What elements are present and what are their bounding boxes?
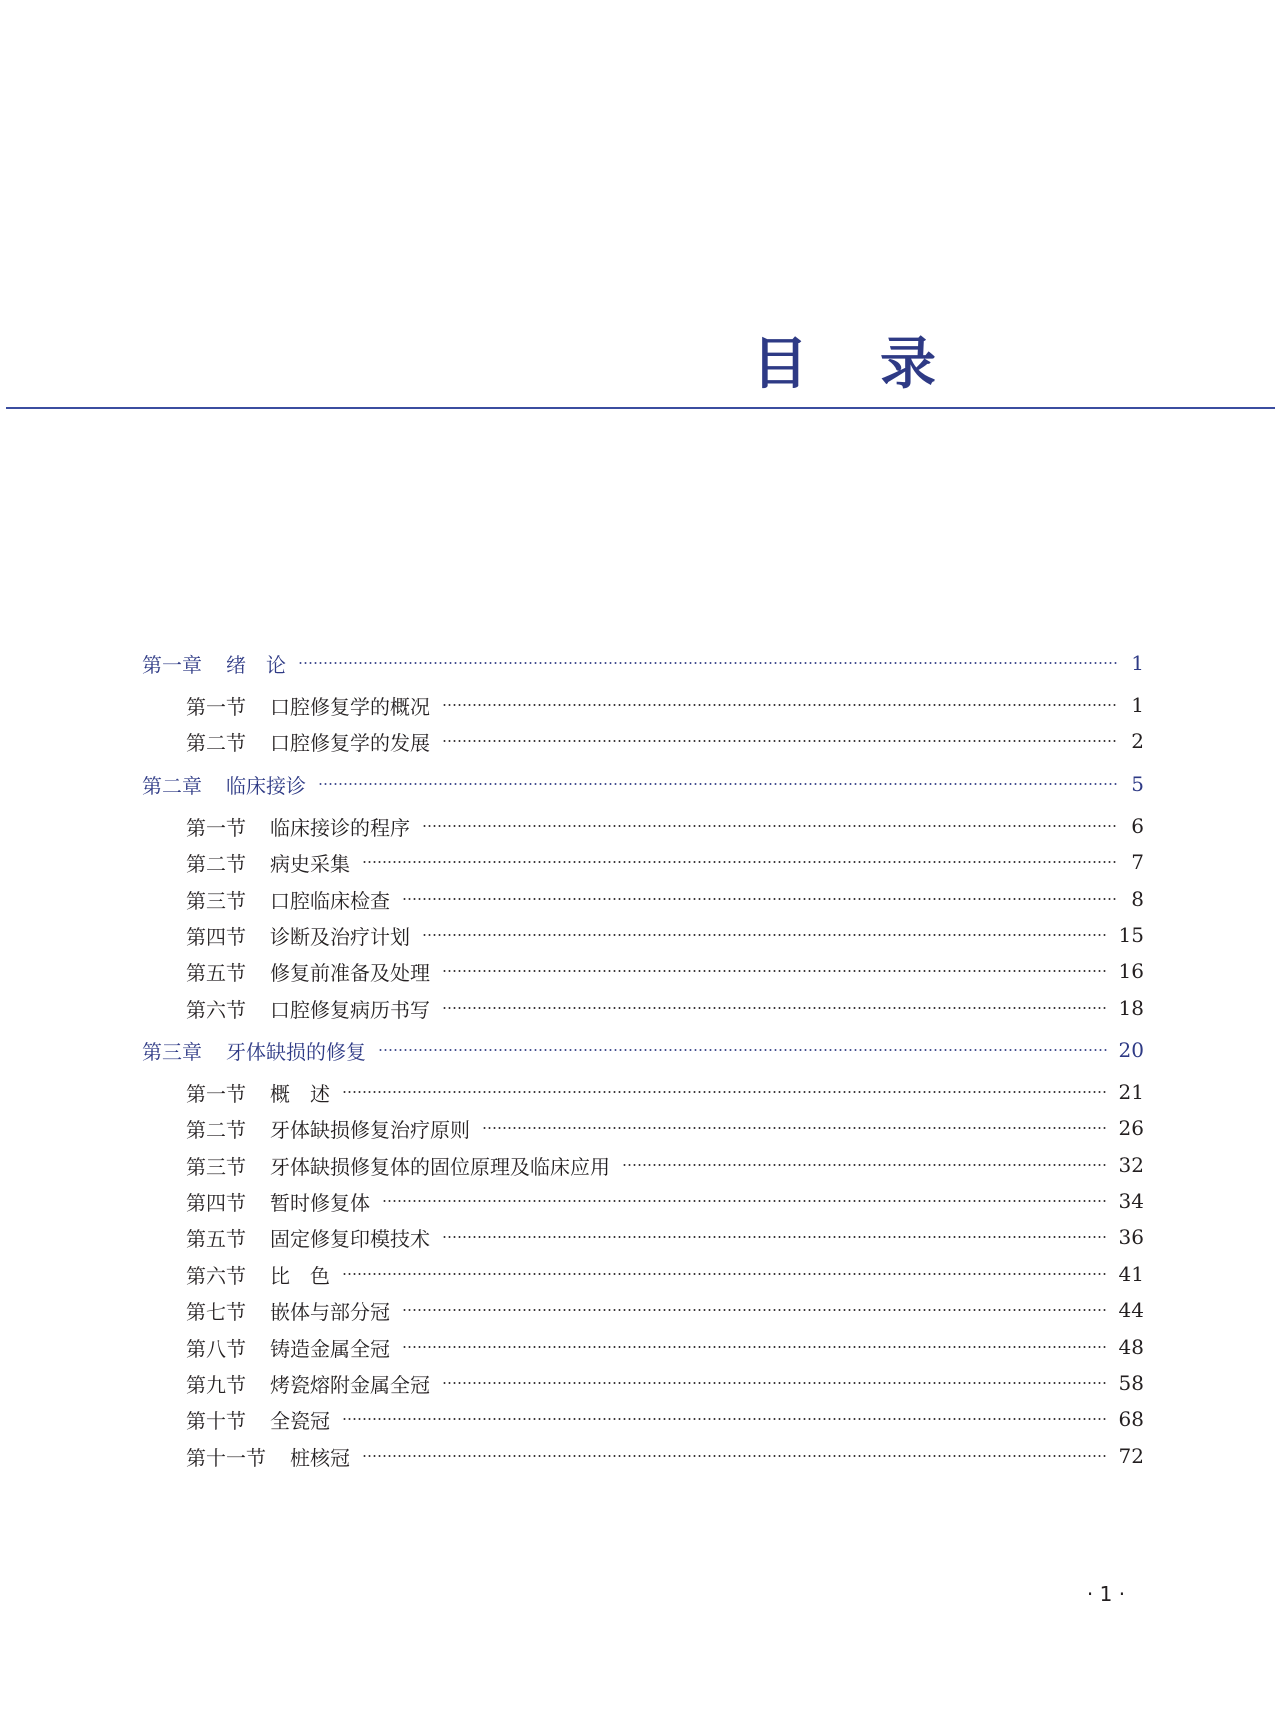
dot-leader xyxy=(378,1049,1107,1051)
toc-entry-number: 第一节 xyxy=(186,694,246,719)
toc-entry-number: 第八节 xyxy=(186,1336,246,1361)
toc-entry-page: 15 xyxy=(1118,923,1144,947)
toc-entry-number: 第三章 xyxy=(142,1039,202,1064)
toc-entry-title: 铸造金属全冠 xyxy=(270,1336,390,1361)
toc-chapter-row[interactable] xyxy=(142,770,1144,798)
toc-entry-number: 第五节 xyxy=(186,960,246,985)
toc-section-row[interactable] xyxy=(186,1223,1144,1251)
toc-section-row[interactable] xyxy=(186,1078,1144,1106)
toc-entry-page: 44 xyxy=(1118,1298,1144,1322)
toc-entry-page: 48 xyxy=(1118,1335,1144,1359)
toc-entry-title: 牙体缺损修复体的固位原理及临床应用 xyxy=(270,1154,610,1179)
toc-section-row[interactable] xyxy=(186,1260,1144,1288)
toc-entry-page: 8 xyxy=(1131,887,1144,911)
toc-entry-title: 病史采集 xyxy=(270,851,350,876)
dot-leader xyxy=(402,1346,1107,1348)
toc-entry-title: 口腔修复病历书写 xyxy=(270,997,430,1022)
toc-entry-title: 暂时修复体 xyxy=(270,1190,370,1215)
toc-entry-number: 第二节 xyxy=(186,1117,246,1142)
toc-entry-title: 比 色 xyxy=(270,1263,330,1288)
toc-section-row[interactable] xyxy=(186,848,1144,876)
toc-entry-title: 全瓷冠 xyxy=(270,1408,330,1433)
toc-entry-title: 固定修复印模技术 xyxy=(270,1226,430,1251)
toc-entry-title: 诊断及治疗计划 xyxy=(270,924,410,949)
toc-entry-page: 2 xyxy=(1131,729,1144,753)
dot-leader xyxy=(442,970,1107,972)
toc-title-char-2: 录 xyxy=(880,332,936,397)
dot-leader xyxy=(442,740,1118,742)
toc-entry-number: 第十节 xyxy=(186,1408,246,1433)
dot-leader xyxy=(342,1091,1107,1093)
toc-entry-title: 临床接诊 xyxy=(226,773,306,798)
toc-entry-title: 牙体缺损的修复 xyxy=(226,1039,366,1064)
toc-title-char-1: 目 xyxy=(752,332,808,397)
toc-entry-page: 1 xyxy=(1131,693,1144,717)
dot-leader xyxy=(442,1007,1107,1009)
toc-entry-number: 第一节 xyxy=(186,1081,246,1106)
toc-section-row[interactable] xyxy=(186,691,1144,719)
toc-section-row[interactable] xyxy=(186,1114,1144,1142)
toc-entry-page: 58 xyxy=(1118,1371,1144,1395)
toc-entry-number: 第九节 xyxy=(186,1372,246,1397)
toc-section-row[interactable] xyxy=(186,921,1144,949)
toc-section-row[interactable] xyxy=(186,957,1144,985)
toc-entry-page: 32 xyxy=(1118,1153,1144,1177)
toc-chapter-row[interactable] xyxy=(142,1036,1144,1064)
toc-entry-number: 第一章 xyxy=(142,652,202,677)
toc-entry-title: 口腔修复学的发展 xyxy=(270,730,430,755)
toc-section-row[interactable] xyxy=(186,994,1144,1022)
toc-entry-title: 烤瓷熔附金属全冠 xyxy=(270,1372,430,1397)
dot-leader xyxy=(362,861,1118,863)
toc-entry-title: 口腔临床检查 xyxy=(270,888,390,913)
dot-leader xyxy=(318,783,1118,785)
toc-entry-page: 16 xyxy=(1118,959,1144,983)
toc-section-row[interactable] xyxy=(186,727,1144,755)
dot-leader xyxy=(342,1418,1107,1420)
toc-entry-title: 嵌体与部分冠 xyxy=(270,1299,390,1324)
toc-entry-number: 第五节 xyxy=(186,1226,246,1251)
toc-entry-page: 36 xyxy=(1118,1225,1144,1249)
toc-entry-title: 概 述 xyxy=(270,1081,330,1106)
toc-section-row[interactable] xyxy=(186,1151,1144,1179)
toc-entry-number: 第三节 xyxy=(186,888,246,913)
toc-entry-title: 牙体缺损修复治疗原则 xyxy=(270,1117,470,1142)
dot-leader xyxy=(442,1382,1107,1384)
toc-entry-page: 34 xyxy=(1118,1189,1144,1213)
dot-leader xyxy=(442,1236,1107,1238)
toc-entry-title: 口腔修复学的概况 xyxy=(270,694,430,719)
toc-entry-number: 第二节 xyxy=(186,730,246,755)
toc-section-row[interactable] xyxy=(186,1296,1144,1324)
dot-leader xyxy=(402,898,1118,900)
toc-entry-number: 第六节 xyxy=(186,1263,246,1288)
toc-entry-number: 第二节 xyxy=(186,851,246,876)
toc-entry-page: 21 xyxy=(1118,1080,1144,1104)
toc-section-row[interactable] xyxy=(186,885,1144,913)
dot-leader xyxy=(298,662,1118,664)
dot-leader xyxy=(402,1309,1107,1311)
toc-chapter-row[interactable] xyxy=(142,649,1144,677)
toc-section-row[interactable] xyxy=(186,1187,1144,1215)
toc-entry-title: 绪 论 xyxy=(226,652,286,677)
toc-entry-number: 第三节 xyxy=(186,1154,246,1179)
toc-section-row[interactable] xyxy=(186,1405,1144,1433)
toc-entry-number: 第一节 xyxy=(186,815,246,840)
dot-leader xyxy=(342,1273,1107,1275)
toc-entry-number: 第二章 xyxy=(142,773,202,798)
dot-leader xyxy=(482,1127,1107,1129)
page-number: · 1 · xyxy=(1086,1582,1126,1606)
toc-entry-page: 68 xyxy=(1118,1407,1144,1431)
dot-leader xyxy=(622,1164,1107,1166)
toc-entry-page: 5 xyxy=(1131,772,1144,796)
dot-leader xyxy=(442,704,1118,706)
toc-entry-page: 1 xyxy=(1131,651,1144,675)
toc-entry-page: 26 xyxy=(1118,1116,1144,1140)
toc-entry-page: 20 xyxy=(1118,1038,1144,1062)
toc-entry-page: 41 xyxy=(1118,1262,1144,1286)
toc-entry-number: 第四节 xyxy=(186,1190,246,1215)
toc-entry-number: 第六节 xyxy=(186,997,246,1022)
dot-leader xyxy=(382,1200,1107,1202)
toc-entry-title: 临床接诊的程序 xyxy=(270,815,410,840)
toc-entry-number: 第四节 xyxy=(186,924,246,949)
toc-entry-page: 7 xyxy=(1131,850,1144,874)
toc-entry-title: 修复前准备及处理 xyxy=(270,960,430,985)
toc-entry-number: 第十一节 xyxy=(186,1445,266,1470)
toc-section-row[interactable] xyxy=(186,1442,1144,1470)
dot-leader xyxy=(422,934,1107,936)
dot-leader xyxy=(422,825,1118,827)
toc-section-row[interactable] xyxy=(186,1333,1144,1361)
toc-entry-number: 第七节 xyxy=(186,1299,246,1324)
dot-leader xyxy=(362,1455,1107,1457)
toc-section-row[interactable] xyxy=(186,812,1144,840)
toc-entry-page: 6 xyxy=(1131,814,1144,838)
toc-entry-page: 18 xyxy=(1118,996,1144,1020)
toc-section-row[interactable] xyxy=(186,1369,1144,1397)
toc-entry-page: 72 xyxy=(1118,1444,1144,1468)
toc-entry-title: 桩核冠 xyxy=(290,1445,350,1470)
